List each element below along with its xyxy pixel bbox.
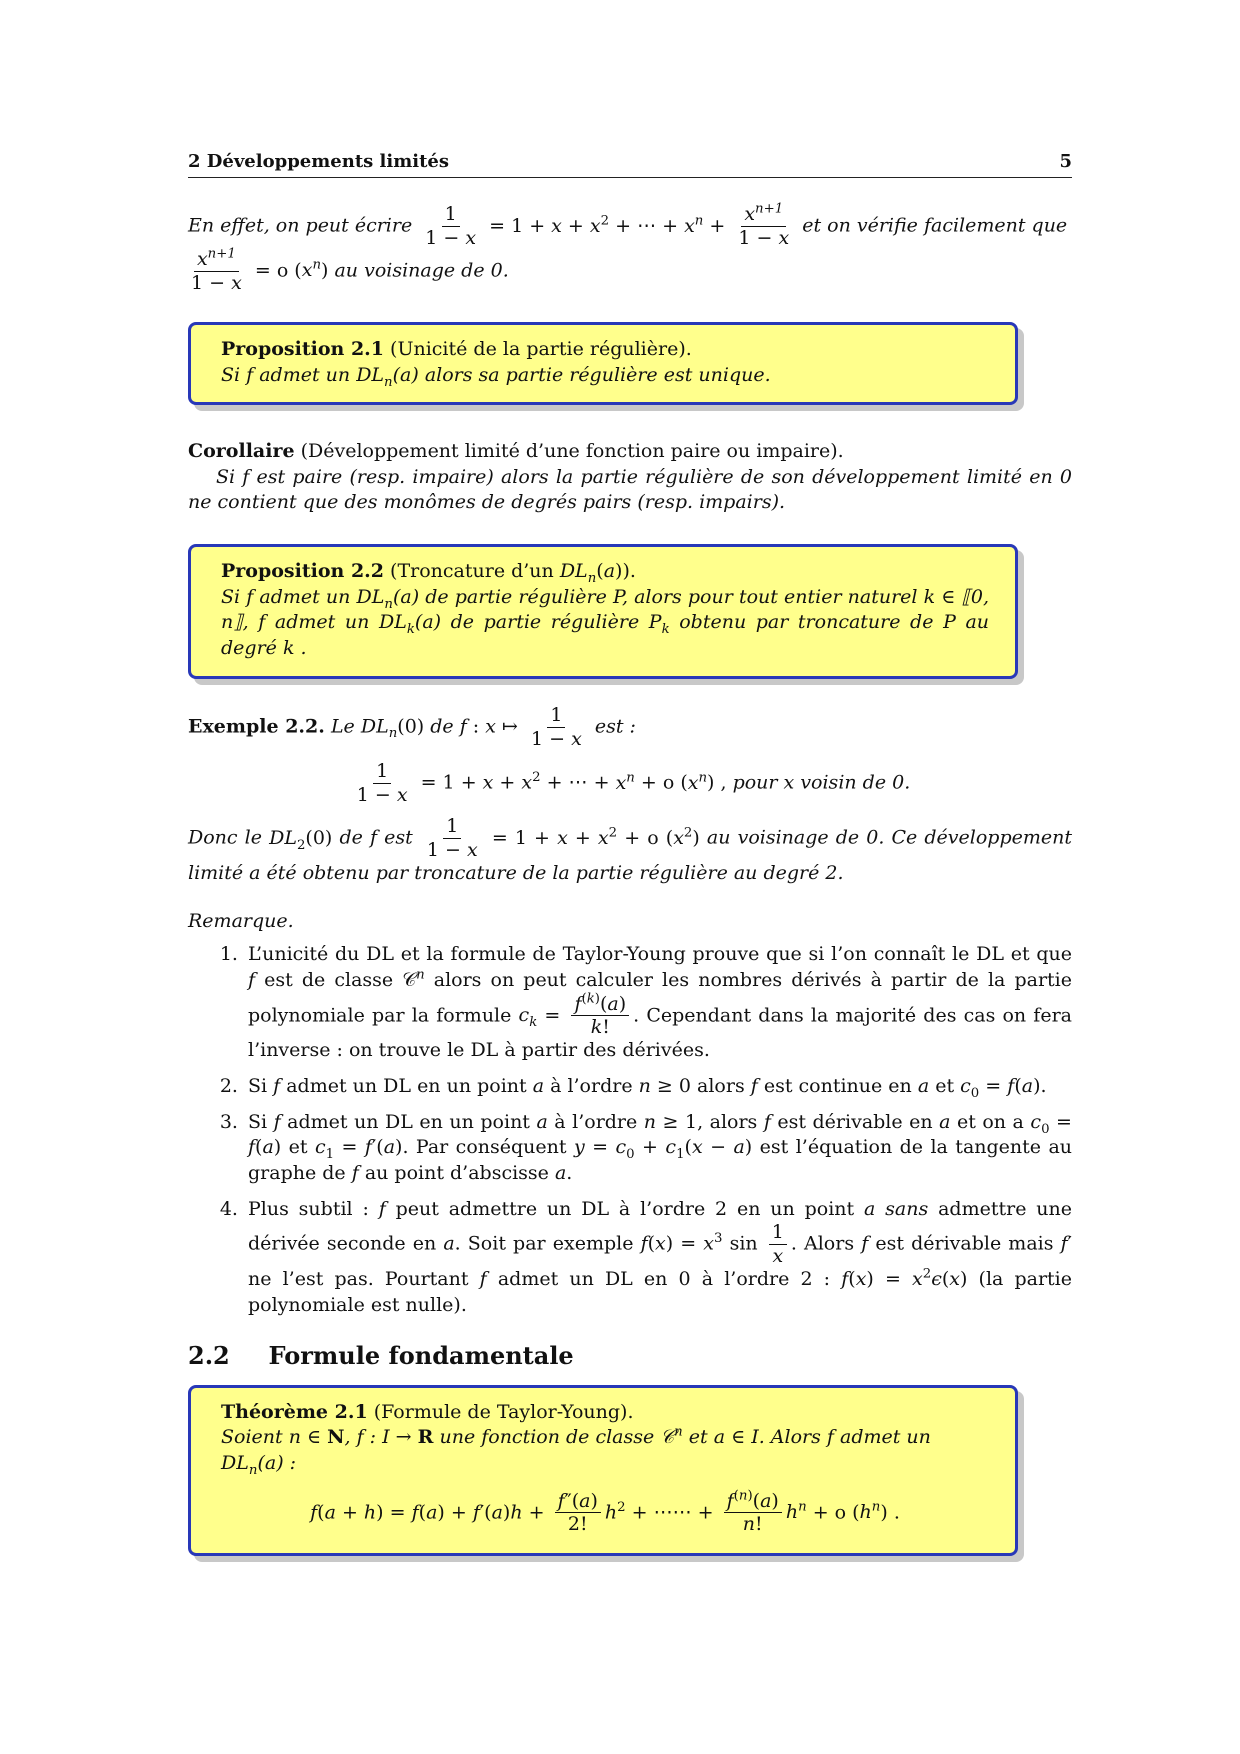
section-title: Formule fondamentale xyxy=(268,1341,574,1371)
remarque xyxy=(188,909,1072,1319)
proposition-label: Proposition 2.1 xyxy=(221,337,384,360)
proposition-2-2-box: Proposition 2.2 (Troncature d’un $DL_n(a)$). Si f admet un $DL_n(a)$ de partie régulière P, alors pour tout entier naturel k ∈ ⟦0, n⟧, f admet un $DL_k(a)$ de partie régulière $P_k$ obtenu par troncature de P au degré k . xyxy=(188,544,1018,679)
page-number: 5 xyxy=(1059,151,1072,172)
proposition-label: Proposition 2.2 xyxy=(221,560,384,583)
list-item: 3. Si f admet un DL en un point a à l’ordre n ≥ 1, alors f est dérivable en a et on a $c_0 = f(a)$ et $c_1 = f'(a)$. Par conséquent $y = c_0 + c_1(x - a)$ est l’équation de la tangente au graphe de f au point d’abscisse a. xyxy=(244,1110,1072,1187)
chapter-title: 2 Développements limités xyxy=(188,151,449,172)
list-item: 2. Si f admet un DL en un point a à l’ordre n ≥ 0 alors f est continue en a et $c_0 = f(a)$. xyxy=(244,1074,1072,1100)
intro-paragraph: En effet, on peut écrire $\frac{1}{1 - x}$ = $1 + x + x^2$ + ⋯ + $x^n$ + $\frac{x^{n+1}}{1 - x}$ et on vérifie facilement que $\frac{x^{n+1}}{1 - x}$ = o $(x^n)$ au voisinage de 0. xyxy=(188,201,1068,294)
exemple-2-2: Exemple 2.2. Le $DL_n(0)$ de f : x ↦ $\frac{1}{1 - x}$ est : $\frac{1}{1 - x}$ = $1 + x + x^2$ + ⋯ + $x^n + o$ $(x^n)$ , pour x voisin de 0. Donc le $DL_2(0)$ de f est $\frac{1}{1 - x}$ = $1 + x + x^2 + o$ $(x^2)$ au voisinage de 0. Ce développement limité a été obtenu par troncature de la partie régulière au degré 2. xyxy=(188,703,1072,884)
section-heading xyxy=(188,1340,1072,1372)
running-header xyxy=(188,150,1072,178)
corollaire: Corollaire (Développement limité d’une fonction paire ou impaire). Si f est paire (resp. impaire) alors la partie régulière de son développement limité en 0 ne contient que des monômes de degrés pairs (resp. impairs). xyxy=(188,440,1072,514)
section-number: 2.2 xyxy=(188,1341,230,1371)
page xyxy=(188,150,1072,1556)
remarque-label: Remarque. xyxy=(188,909,294,932)
example-display-equation: $\frac{1}{1 - x}$ = $1 + x + x^2$ + ⋯ + $x^n + o$ $(x^n)$ , pour x voisin de 0. xyxy=(356,760,911,807)
proposition-2-1-box: Proposition 2.1 (Unicité de la partie régulière). Si f admet un $DL_n(a)$ alors sa partie régulière est unique. xyxy=(188,322,1018,405)
exemple-label: Exemple 2.2. xyxy=(188,715,325,738)
corollaire-label: Corollaire xyxy=(188,440,295,463)
taylor-young-formula: f(a + h) = f(a) + f′(a)h + $\frac{f''(a)}{2!}$ $h^2$ + ⋯⋯ + $\frac{f^{(n)}(a)}{n!}$ $h^n + o$ $(h^n)$ . xyxy=(310,1488,900,1536)
list-item: 1. L’unicité du DL et la formule de Taylor-Young prouve que si l’on connaît le DL et que f est de classe 𝒞$^n$ alors on peut calculer les nombres dérivés à partir de la partie polynomiale par la formule $c_k$ = $\frac{f^{(k)}(a)}{k!}$ . Cependant dans la majorité des cas on fera l’inverse : on trouve le DL à partir des dérivées. xyxy=(244,942,1072,1064)
list-item: 4. Plus subtil : f peut admettre un DL à l’ordre 2 en un point a sans admettre une dérivée seconde en a. Soit par exemple $f(x) = x^3$ sin $\frac{1}{x}$ . Alors f est dérivable mais f′ ne l’est pas. Pourtant f admet un DL en 0 à l’ordre 2 : $f(x) = x^2\epsilon(x)$ (la partie polynomiale est nulle). xyxy=(244,1197,1072,1319)
theoreme-2-1-box: Théorème 2.1 (Formule de Taylor-Young). Soient n ∈ N, f : I → R une fonction de classe 𝒞$^n$ et a ∈ I. Alors f admet un $DL_n(a)$ : f(a + h) = f(a) + f′(a)h + $\frac{f''(a)}{2!}$ $h^2$ + ⋯⋯ + $\frac{f^{(n)}(a)}{n!}$ $h^n + o$ $(h^n)$ . xyxy=(188,1385,1018,1557)
theoreme-label: Théorème 2.1 xyxy=(221,1400,368,1423)
